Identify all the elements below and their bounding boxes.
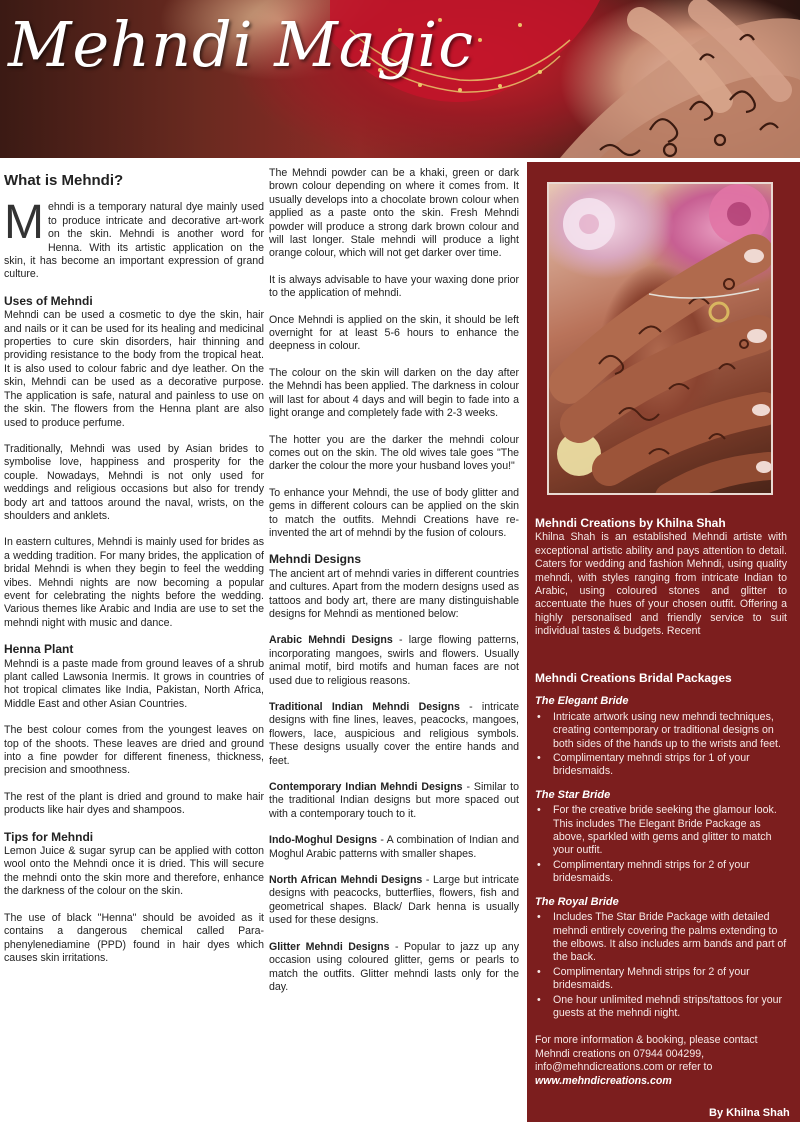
design-item xyxy=(269,701,519,768)
designs-heading: Mehndi Designs xyxy=(269,552,362,567)
package-item: • Includes The Star Bride Package with detailed mehndi entirely covering the palms extending to the elbows. It also includes arm bands and part of the back. xyxy=(535,911,787,965)
uses-paragraph-2: Traditionally, Mehndi was used by Asian brides to symbolise love, happiness and prosperity for the couple. Nowadays, Mehndi is not only used for weddings and religious occasions but also for trendy body art and tattoos around the naval, wrists, on the shoulders and anklets. xyxy=(4,442,264,522)
sidebar-panel xyxy=(527,162,800,1122)
website-link[interactable]: www.mehndicreations.com xyxy=(535,1074,672,1087)
plant-paragraph-1: Mehndi is a paste made from ground leaves of a shrub plant called Lawsonia Inermis. It grows in countries of hot tropical climates like India, Pakistan, North Africa, Middle East and other Asian Countries. xyxy=(4,657,264,710)
design-name: North African Mehndi Designs xyxy=(269,874,423,887)
waxing-paragraph: It is always advisable to have your waxing done prior to the application of mehndi. xyxy=(269,273,519,300)
package-list-star xyxy=(535,804,787,885)
package-item: • One hour unlimited mehndi strips/tattoos for your guests at the mehndi night. xyxy=(535,994,787,1021)
design-item xyxy=(269,834,519,861)
henna-fingers-illustration xyxy=(549,184,773,495)
creations-section xyxy=(535,517,787,639)
design-desc: - Popular to jazz up any occasion using coloured glitter, gems or pearls to match the outfits. Glitter mehndi lasts only for the day. xyxy=(269,940,519,993)
intro-paragraph xyxy=(4,196,264,281)
powder-paragraph: The Mehndi powder can be a khaki, green or dark brown colour depending on where it comes from. It usually develops into a chocolate brown colour when applied as a paste onto the skin. Fresh Mehndi powder will produce a strong dark brown colour and will last longer. Stale mehndi will produce a light orange colour, which will not get darker over time. xyxy=(269,167,519,260)
package-item: • Complimentary Mehndi strips for 2 of your bridesmaids. xyxy=(535,966,787,993)
uses-paragraph-3: In eastern cultures, Mehndi is mainly used for brides as a wedding tradition. For many brides, the application of bridal Mehndi is when they begin to feel the wedding vibes. Mehndi nights are now becoming a popular event for celebrating the nights before the wedding. Various themes like Arabic and India are use to set the mehndi night with music and dance. xyxy=(4,536,264,629)
author-byline: By Khilna Shah xyxy=(709,1107,790,1119)
column-middle xyxy=(269,167,519,1007)
design-name: Contemporary Indian Mehndi Designs xyxy=(269,781,463,794)
design-desc: - A combination of Indian and Moghul Arabic patterns with smaller shapes. xyxy=(269,834,519,860)
header-banner xyxy=(0,0,800,158)
design-name: Glitter Mehndi Designs xyxy=(269,940,390,953)
package-title-elegant: The Elegant Bride xyxy=(535,695,629,708)
design-name: Indo-Moghul Designs xyxy=(269,834,378,847)
drop-cap: M xyxy=(4,196,44,250)
uses-heading: Uses of Mehndi xyxy=(4,293,93,308)
plant-paragraph-3: The rest of the plant is dried and ground to make hair products like hair dyes and shampoos. xyxy=(4,790,264,817)
design-desc: - intricate designs with fine lines, leaves, peacocks, mangoes, flowers, lace, auspicious and religious symbols. These designs usually cover the entire hands and feet. xyxy=(269,701,519,767)
tips-paragraph-2: The use of black "Henna" should be avoided as it contains a dangerous chemical called Para-phenylenediamine (PPD) found in hair dyes which causes skin irritations. xyxy=(4,911,264,964)
column-left xyxy=(4,166,264,978)
packages-section xyxy=(535,672,787,1088)
design-name: Traditional Indian Mehndi Designs xyxy=(269,701,460,713)
package-list-elegant xyxy=(535,711,787,779)
design-item xyxy=(269,781,519,821)
packages-heading: Mehndi Creations Bridal Packages xyxy=(535,671,732,685)
package-title-royal: The Royal Bride xyxy=(535,895,619,908)
designs-intro: The ancient art of mehndi varies in different countries and cultures. Apart from the modern designs used as tattoos and body art, there are many distinguishable designs for Mehndi as mentioned below: xyxy=(269,567,519,620)
package-item: • Complimentary mehndi strips for 1 of your bridesmaids. xyxy=(535,752,787,779)
contact-text: For more information & booking, please contact Mehndi creations on 07944 004299, info@mehndicreations.com or refer to xyxy=(535,1034,758,1074)
banner-title: Mehndi Magic xyxy=(8,8,474,81)
package-title-star: The Star Bride xyxy=(535,788,611,801)
design-name: Arabic Mehndi Designs xyxy=(269,634,393,647)
design-item xyxy=(269,941,519,995)
henna-hand-photo xyxy=(547,182,773,495)
design-desc: - Similar to the traditional Indian designs but more spaced out with a contemporary touch to it. xyxy=(269,781,519,820)
package-item: • For the creative bride seeking the glamour look. This includes The Elegant Bride Package as above, sparkled with gems and glitter to match your outfit. xyxy=(535,804,787,858)
design-desc: - Large but intricate designs with peacocks, butterflies, flowers, fish and geometrical shapes. Black/ Dark henna is usually used for these designs. xyxy=(269,874,519,927)
overnight-paragraph: Once Mehndi is applied on the skin, it should be left overnight for at least 5-6 hours to enhance the deepness in colour. xyxy=(269,313,519,353)
tips-paragraph-1: Lemon Juice & sugar syrup can be applied with cotton wool onto the Mehndi once it is dried. This will secure the mehndi onto the skin more and therefore, enhance the darkness of the colour on the skin. xyxy=(4,845,264,898)
design-item xyxy=(269,634,519,688)
package-list-royal xyxy=(535,911,787,1020)
darken-paragraph: The colour on the skin will darken on the day after the Mehndi has been applied. The darkness in colour will last for about 4 days and will begin to fade into a light orange and completely fade with 2-3 weeks. xyxy=(269,366,519,420)
hotter-paragraph: The hotter you are the darker the mehndi colour comes out on the skin. The old wives tale goes "The darker the colour the more your husband loves you!" xyxy=(269,433,519,473)
what-is-mehndi-heading: What is Mehndi? xyxy=(4,172,124,189)
plant-paragraph-2: The best colour comes from the youngest leaves on top of the shoots. These leaves are dried and ground into a fine powder for different fineness, thickness, precision and smoothness. xyxy=(4,724,264,777)
package-item: • Intricate artwork using new mehndi techniques, creating contemporary or traditional designs on both sides of the hands up to the wrists and feet. xyxy=(535,711,787,751)
package-item: • Complimentary mehndi strips for 2 of your bridesmaids. xyxy=(535,859,787,886)
creations-paragraph: Khilna Shah is an established Mehndi artiste with exceptional artistic ability and pays attention to detail. Caters for wedding and fashion Mehndi, using quality mehndi, with styles ranging from intricate Indian to Arabic, using coloured stones and glitter to accentuate the hues of your chosen outfit. Offering a highly personalised and friendly service to suit individual tastes & budgets. Recent xyxy=(535,531,787,638)
enhance-paragraph: To enhance your Mehndi, the use of body glitter and gems in different colours can be applied on the skin to match the outfits. Mehndi Creations have re-invented the art of mehndi by the fusion of colours. xyxy=(269,486,519,539)
intro-text: ehndi is a temporary natural dye mainly used to produce intricate and decorative art-work on the skin. Mehndi is another word for Henna. With its artistic application on the skin, it has become an important expression of grand culture. xyxy=(4,201,264,281)
design-item xyxy=(269,874,519,928)
henna-plant-heading: Henna Plant xyxy=(4,642,74,657)
design-desc: - large flowing patterns, incorporating mangoes, swirls and flowers. Usually animal motif, bird motifs and human faces are not used due to religious reasons. xyxy=(269,634,519,687)
uses-paragraph-1: Mehndi can be used a cosmetic to dye the skin, hair and nails or it can be used for its healing and medicinal properties to cure skin disorders, hair thinning and providing resistance to the body from the tropical heat. It is also used to colour fabric and dye leather. On the skin, Mehndi can be used as a decorative purpose. The application is safe, natural and painless to use on the skin. The flowers from the Henna plant are also used to produce perfume. xyxy=(4,309,264,429)
contact-paragraph xyxy=(535,1034,787,1088)
tips-heading: Tips for Mehndi xyxy=(4,829,94,844)
creations-heading: Mehndi Creations by Khilna Shah xyxy=(535,516,726,530)
